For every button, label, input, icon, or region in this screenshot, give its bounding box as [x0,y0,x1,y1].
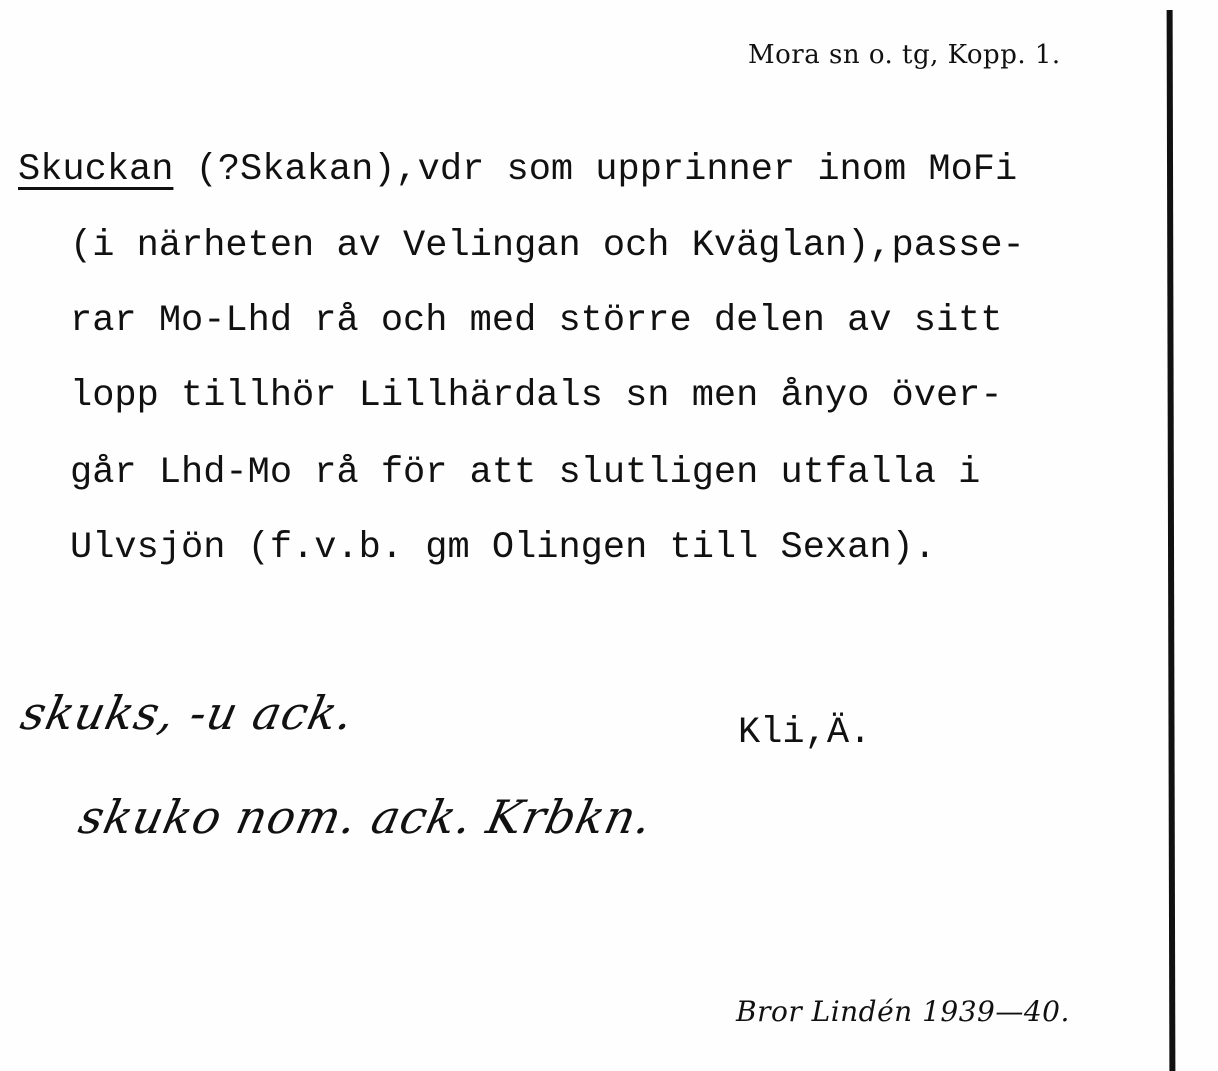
handwritten-line-1: skuks, -u ack. [16,686,360,740]
informant-code: Kli,Ä. [738,712,872,754]
card-edge-line [1167,10,1176,1071]
typed-line-1 [18,149,1018,191]
typed-line-1-text: (?Skakan),vdr som upprinner inom MoFi [173,149,1018,191]
typed-line-4: lopp tillhör Lillhärdals sn men ånyo över- [70,375,1003,417]
collector-signature: Bror Lindén 1939—40. [736,995,1070,1028]
typed-line-5: går Lhd-Mo rå för att slutligen utfalla i [70,452,981,494]
typed-line-3: rar Mo-Lhd rå och med större delen av sitt [70,300,1003,342]
handwritten-line-2: skuko nom. ack. Krbkn. [74,790,658,844]
location-reference: Mora sn o. tg, Kopp. 1. [748,40,1061,70]
headword: Skuckan [18,149,174,191]
typed-line-2: (i närheten av Velingan och Kväglan),passe- [70,225,1025,267]
typed-line-6: Ulvsjön (f.v.b. gm Olingen till Sexan). [70,527,936,569]
